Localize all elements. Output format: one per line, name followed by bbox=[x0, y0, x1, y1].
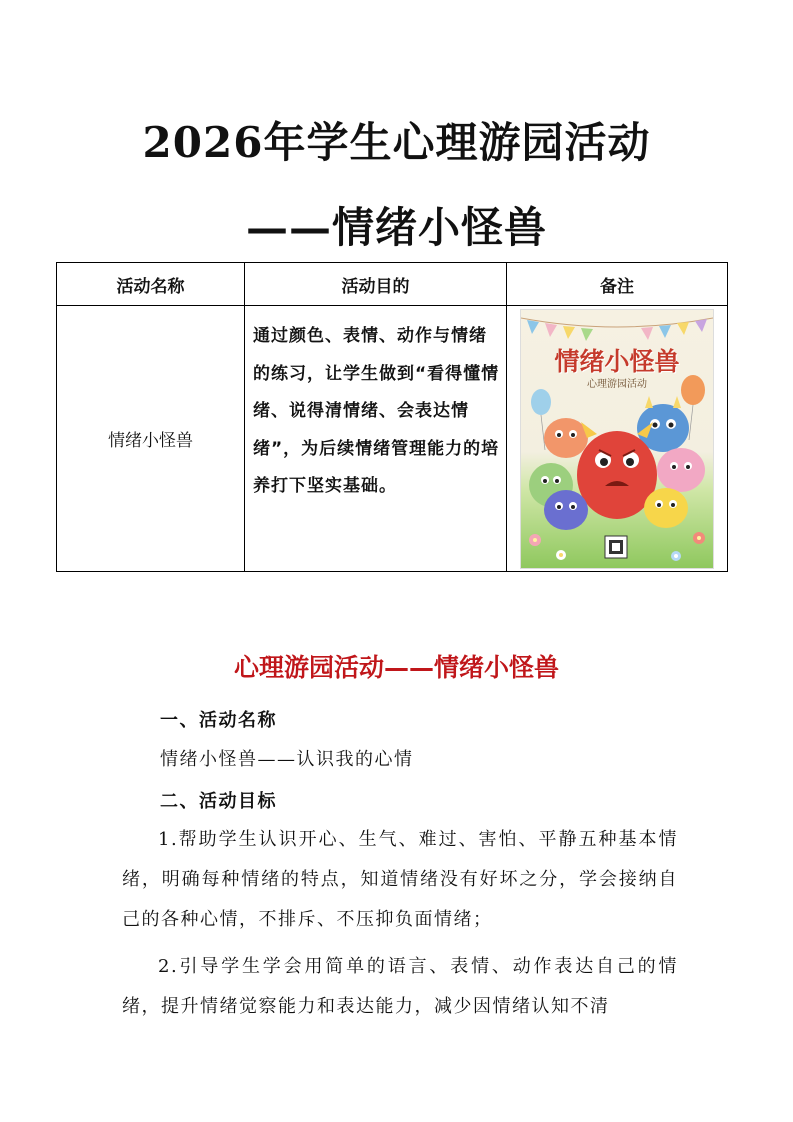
doc-title-line2: ——情绪小怪兽 bbox=[245, 203, 547, 252]
poster-title: 情绪小怪兽 bbox=[554, 346, 680, 376]
activity-table bbox=[56, 262, 728, 572]
table-row bbox=[57, 306, 728, 572]
header-activity-name: 活动名称 bbox=[57, 263, 245, 306]
poster-subtitle: 心理游园活动 bbox=[587, 378, 647, 390]
heading-activity-name: 一、活动名称 bbox=[160, 710, 277, 731]
goal-paragraph-2: 2.引导学生学会用简单的语言、表情、动作表达自己的情绪，提升情绪觉察能力和表达能力，减少因情绪认知不清 bbox=[122, 956, 678, 1017]
cell-activity-purpose: 通过颜色、表情、动作与情绪的练习，让学生做到“看得懂情绪、说得清情绪、会表达情绪”，为后续情绪管理能力的培养打下坚实基础。 bbox=[245, 306, 507, 572]
cell-notes bbox=[507, 306, 728, 572]
doc-title-line1: 2026年学生心理游园活动 bbox=[142, 118, 651, 167]
header-activity-purpose: 活动目的 bbox=[245, 263, 507, 306]
poster-image bbox=[520, 309, 714, 569]
table-header-row bbox=[57, 263, 728, 306]
goal-paragraph-1: 1.帮助学生认识开心、生气、难过、害怕、平静五种基本情绪，明确每种情绪的特点，知道情绪没有好坏之分，学会接纳自己的各种心情，不排斥、不压抑负面情绪； bbox=[122, 829, 678, 930]
cell-activity-name: 情绪小怪兽 bbox=[57, 306, 245, 572]
activity-name-text: 情绪小怪兽——认识我的心情 bbox=[160, 749, 414, 770]
header-notes: 备注 bbox=[507, 263, 728, 306]
heading-activity-goals: 二、活动目标 bbox=[160, 791, 277, 812]
section-title: 心理游园活动——情绪小怪兽 bbox=[233, 653, 559, 682]
